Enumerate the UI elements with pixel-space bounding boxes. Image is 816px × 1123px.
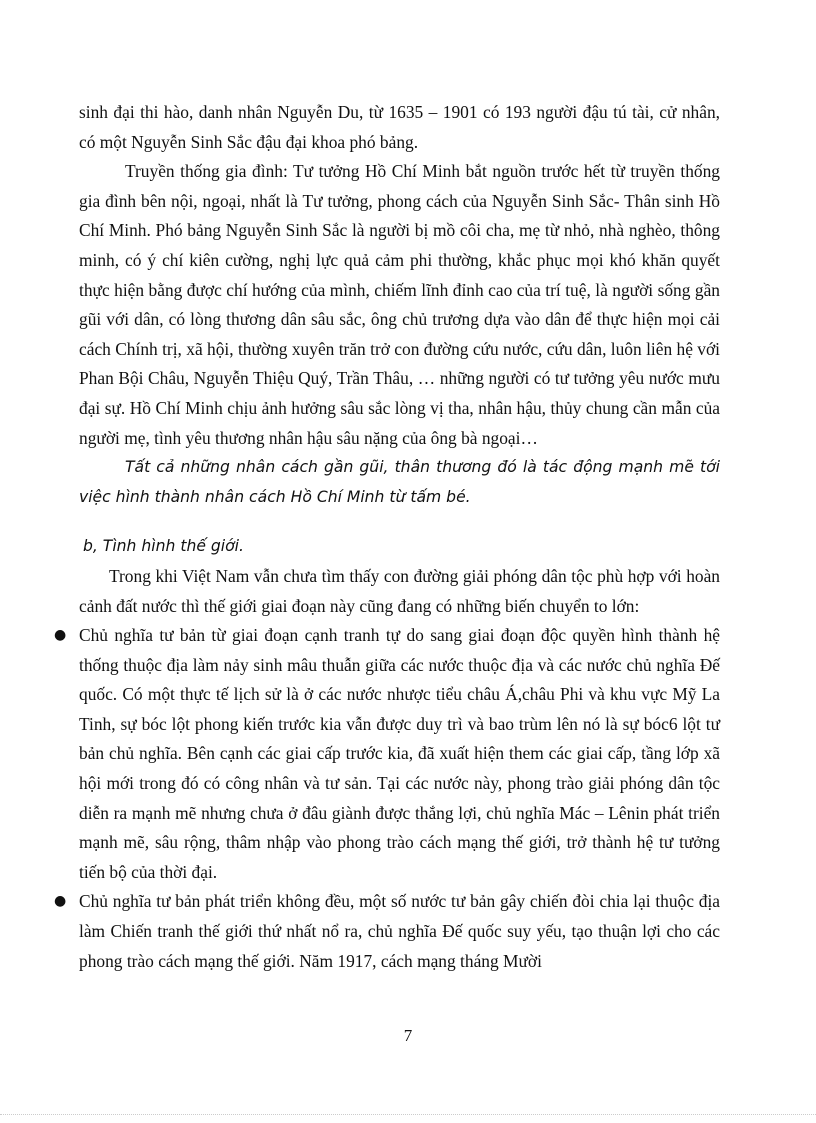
bullet-icon: ●: [54, 893, 67, 910]
bullet-item-2: [54, 887, 720, 976]
page-bottom-rule: [0, 1114, 816, 1115]
section-heading: b, Tình hình thế giới.: [83, 537, 244, 556]
page-number: 7: [403, 1026, 413, 1045]
bullet-item-1: [54, 621, 720, 887]
family-tradition-paragraph: Truyền thống gia đình: Tư tưởng Hồ Chí Minh bắt nguồn trước hết từ truyền thống gia đình bên nội, ngoại, nhất là Tư tưởng, phong cách của Nguyễn Sinh Sắc- Thân sinh Hồ Chí Minh. Phó bảng Nguyễn Sinh Sắc là người bị mồ côi cha, mẹ từ nhỏ, nhà nghèo, thông minh, có ý chí kiên cường, nghị lực quả cảm phi thường, khắc phục mọi khó khăn quyết thực hiện bằng được chí hướng của mình, chiếm lĩnh đỉnh cao của trí tuệ, là người sống gần gũi với dân, có lòng thương dân sâu sắc, ông chủ trương dựa vào dân để thực hiện mọi cải cách Chính trị, xã hội, thường xuyên trăn trở con đường cứu nước, cứu dân, luôn liên hệ với Phan Bội Châu, Nguyễn Thiệu Quý, Trần Thâu, … những người có tư tưởng yêu nước mưu đại sự. Hồ Chí Minh chịu ảnh hưởng sâu sắc lòng vị tha, nhân hậu, thủy chung cần mẫn của người mẹ, tình yêu thương nhân hậu sâu nặng của ông bà ngoại…: [79, 161, 720, 448]
body-text: [54, 98, 720, 976]
world-intro-paragraph: Trong khi Việt Nam vẫn chưa tìm thấy con đường giải phóng dân tộc phù hợp với hoàn cảnh đất nước thì thế giới giai đoạn này cũng đang có những biến chuyển to lớn:: [79, 565, 720, 616]
bullet-text: Chủ nghĩa tư bản phát triển không đều, một số nước tư bản gây chiến đòi chia lại thuộc địa làm Chiến tranh thế giới thứ nhất nổ ra, chủ nghĩa Đế quốc suy yếu, tạo thuận lợi cho các phong trào cách mạng thế giới. Năm 1917, cách mạng tháng Mười: [79, 891, 720, 971]
bullet-text: Chủ nghĩa tư bản từ giai đoạn cạnh tranh tự do sang giai đoạn độc quyền hình thành hệ thống thuộc địa làm nảy sinh mâu thuẫn giữa các nước thuộc địa và các nước chủ nghĩa Đế quốc. Có một thực tế lịch sử là ở các nước nhược tiểu châu Á,châu Phi và khu vực Mỹ La Tinh, sự bóc lột phong kiến trước kia vẫn được duy trì và bao trùm lên nó là sự bóc6 lột tư bản chủ nghĩa. Bên cạnh các giai cấp trước kia, đã xuất hiện them các giai cấp, tầng lớp xã hội mới trong đó có công nhân và tư sản. Tại các nước này, phong trào giải phóng dân tộc diễn ra mạnh mẽ nhưng chưa ở đâu giành được thắng lợi, chủ nghĩa Mác – Lênin phát triển mạnh mẽ, sâu rộng, thâm nhập vào phong trào cách mạng thế giới, trở thành hệ tư tưởng tiến bộ của thời đại.: [79, 625, 720, 882]
italic-conclusion-paragraph: Tất cả những nhân cách gần gũi, thân thương đó là tác động mạnh mẽ tới việc hình thành nhân cách Hồ Chí Minh từ tấm bé.: [79, 458, 720, 506]
intro-paragraph: sinh đại thi hào, danh nhân Nguyễn Du, từ 1635 – 1901 có 193 người đậu tú tài, cử nhân, có một Nguyễn Sinh Sắc đậu đại khoa phó bảng.: [79, 102, 720, 152]
bullet-icon: ●: [54, 627, 67, 644]
